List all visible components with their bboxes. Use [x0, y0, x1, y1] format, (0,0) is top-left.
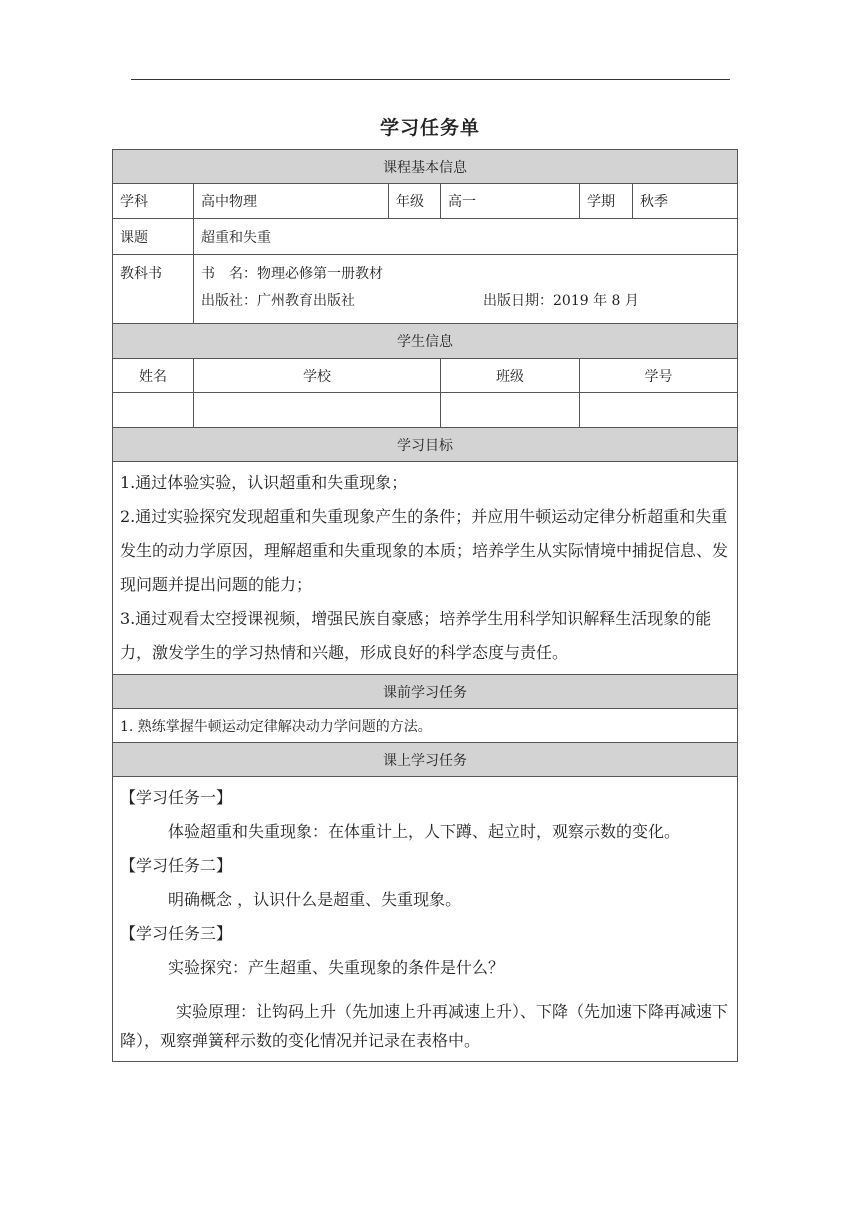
top-rule	[131, 79, 730, 80]
column-school: 学校	[194, 359, 441, 393]
textbook-info	[194, 255, 738, 324]
term-value: 秋季	[633, 184, 738, 219]
student-id-input-cell[interactable]	[580, 393, 738, 428]
in-class-tasks	[113, 777, 738, 1062]
class-input-cell[interactable]	[441, 393, 580, 428]
topic-label: 课题	[113, 219, 194, 255]
topic-value: 超重和失重	[194, 219, 738, 255]
task-sheet-table	[112, 149, 738, 1062]
publication-date: 出版日期：2019 年 8 月	[483, 293, 639, 309]
task-2-title: 【学习任务二】	[120, 856, 233, 875]
goals-header: 学习目标	[113, 428, 738, 462]
task-1-title: 【学习任务一】	[120, 788, 233, 807]
publisher-row	[201, 288, 730, 315]
school-input-cell[interactable]	[194, 393, 441, 428]
column-class: 班级	[441, 359, 580, 393]
term-label: 学期	[580, 184, 633, 219]
task-1-text: 体验超重和失重现象：在体重计上，人下蹲、起立时，观察示数的变化。	[168, 822, 681, 841]
goals-list	[113, 462, 738, 675]
publisher: 出版社：广州教育出版社	[201, 293, 355, 309]
pre-class-header: 课前学习任务	[113, 675, 738, 709]
grade-label: 年级	[389, 184, 441, 219]
task-3-title: 【学习任务三】	[120, 924, 233, 943]
book-name: 书 名：物理必修第一册教材	[201, 266, 383, 282]
page-title: 学习任务单	[379, 117, 480, 139]
experiment-principle: 实验原理：让钩码上升（先加速上升再减速上升）、下降（先加速下降再减速下降），观察弹簧秤示数的变化情况并记录在表格中。	[120, 1002, 729, 1050]
task-2-text: 明确概念 ，认识什么是超重、失重现象。	[168, 890, 462, 909]
subject-label: 学科	[113, 184, 194, 219]
pre-class-item: 1. 熟练掌握牛顿运动定律解决动力学问题的方法。	[113, 709, 738, 743]
column-student-id: 学号	[580, 359, 738, 393]
goal-item-3: 3.通过观看太空授课视频，增强民族自豪感；培养学生用科学知识解释生活现象的能力，激发学生的学习热情和兴趣，形成良好的科学态度与责任。	[120, 609, 712, 662]
grade-value: 高一	[441, 184, 580, 219]
column-name: 姓名	[113, 359, 194, 393]
name-input-cell[interactable]	[113, 393, 194, 428]
task-3-text: 实验探究：产生超重、失重现象的条件是什么？	[168, 958, 505, 977]
course-info-header: 课程基本信息	[113, 150, 738, 184]
in-class-header: 课上学习任务	[113, 743, 738, 777]
student-info-header: 学生信息	[113, 324, 738, 359]
goal-item-2: 2.通过实验探究发现超重和失重现象产生的条件；并应用牛顿运动定律分析超重和失重发生的动力学原因，理解超重和失重现象的本质；培养学生从实际情境中捕捉信息、发现问题并提出问题的能力；	[120, 507, 729, 594]
goal-item-1: 1.通过体验实验，认识超重和失重现象；	[120, 473, 408, 492]
subject-value: 高中物理	[194, 184, 389, 219]
textbook-label: 教科书	[113, 255, 194, 324]
